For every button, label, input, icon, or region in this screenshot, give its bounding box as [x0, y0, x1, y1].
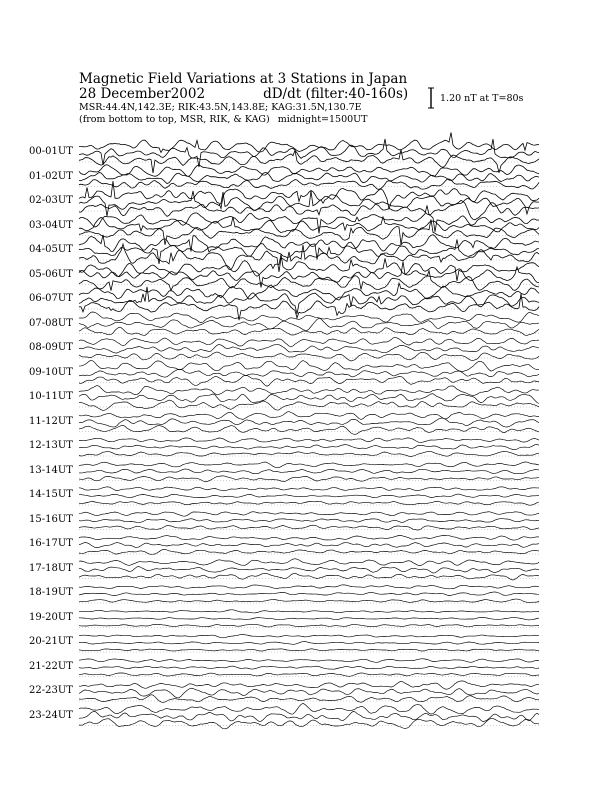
trace-rik — [79, 469, 539, 474]
trace-kag — [79, 360, 539, 371]
scale-bar-label: 1.20 nT at T=80s — [440, 93, 524, 104]
trace-msr — [79, 695, 539, 703]
row-label: 14-15UT — [29, 489, 73, 500]
station-coordinates: MSR:44.4N,142.3E; RIK:43.5N,143.8E; KAG:31.5N,130.7E — [79, 102, 362, 113]
row-label: 04-05UT — [29, 244, 73, 255]
trace-msr — [79, 294, 539, 321]
row-label: 22-23UT — [29, 685, 73, 696]
trace-kag — [79, 703, 539, 714]
row-label: 01-02UT — [29, 170, 73, 182]
trace-msr — [79, 719, 539, 729]
midnight-note: midnight=1500UT — [277, 114, 368, 125]
trace-kag — [79, 386, 539, 396]
trace-kag — [79, 438, 539, 443]
trace-rik — [79, 494, 539, 498]
row-label: 16-17UT — [29, 538, 73, 549]
trace-msr — [79, 525, 539, 530]
trace-msr — [79, 624, 539, 627]
row-label: 20-21UT — [29, 636, 73, 647]
trace-rik — [79, 519, 539, 523]
trace-kag — [79, 559, 539, 566]
trace-rik — [79, 418, 539, 427]
trace-msr — [79, 649, 539, 651]
row-label: 05-06UT — [29, 268, 73, 280]
trace-kag — [79, 585, 539, 589]
trace-rik — [79, 369, 539, 377]
trace-rik — [79, 543, 539, 548]
date-label: 28 December2002 — [79, 86, 206, 102]
trace-rik — [79, 444, 539, 449]
row-label: 21-22UT — [29, 660, 73, 672]
trace-kag — [79, 412, 539, 420]
row-label: 23-24UT — [29, 709, 73, 721]
trace-kag — [79, 235, 539, 252]
trace-kag — [79, 681, 539, 689]
trace-rik — [79, 567, 539, 574]
trace-kag — [79, 462, 539, 468]
row-label: 10-11UT — [29, 391, 73, 402]
row-label: 12-13UT — [29, 440, 73, 451]
row-label: 07-08UT — [29, 317, 73, 329]
trace-kag — [79, 535, 539, 540]
row-label: 13-14UT — [29, 464, 73, 476]
trace-rik — [79, 344, 539, 353]
trace-kag — [79, 487, 539, 491]
trace-kag — [79, 635, 539, 638]
trace-rik — [79, 217, 539, 233]
trace-msr — [79, 452, 539, 457]
trace-rik — [79, 262, 539, 288]
trace-msr — [79, 425, 539, 434]
trace-kag — [79, 512, 539, 517]
row-label: 17-18UT — [29, 562, 73, 574]
trace-kag — [79, 165, 539, 177]
trace-msr — [79, 573, 539, 580]
row-label: 11-12UT — [29, 415, 73, 427]
trace-kag — [79, 659, 539, 663]
trace-msr — [79, 352, 539, 361]
trace-msr — [79, 220, 539, 245]
trace-kag — [79, 133, 539, 153]
chart-title: Magnetic Field Variations at 3 Stations in Japan — [79, 71, 408, 87]
trace-rik — [79, 711, 539, 721]
trace-msr — [79, 200, 539, 219]
stacking-order-note: (from bottom to top, MSR, RIK, & KAG) — [79, 114, 270, 125]
row-label: 00-01UT — [29, 146, 73, 157]
row-label: 02-03UT — [29, 195, 73, 206]
trace-kag — [79, 610, 539, 613]
trace-rik — [79, 592, 539, 596]
row-label: 15-16UT — [29, 513, 73, 525]
trace-rik — [79, 394, 539, 404]
trace-rik — [79, 641, 539, 644]
row-label: 09-10UT — [29, 366, 73, 378]
trace-msr — [79, 599, 539, 602]
row-label: 03-04UT — [29, 219, 73, 231]
trace-kag — [79, 312, 539, 323]
trace-rik — [79, 191, 539, 216]
trace-kag — [79, 337, 539, 347]
trace-rik — [79, 617, 539, 620]
row-label: 06-07UT — [29, 293, 73, 304]
row-label: 19-20UT — [29, 611, 73, 623]
trace-rik — [79, 666, 539, 669]
trace-msr — [79, 476, 539, 482]
trace-msr — [79, 501, 539, 505]
row-label: 08-09UT — [29, 342, 73, 353]
trace-msr — [79, 673, 539, 676]
quantity-label: dD/dt (filter:40-160s) — [263, 86, 409, 102]
row-label: 18-19UT — [29, 587, 73, 598]
trace-msr — [79, 549, 539, 554]
trace-msr — [79, 375, 539, 386]
trace-msr — [79, 400, 539, 410]
